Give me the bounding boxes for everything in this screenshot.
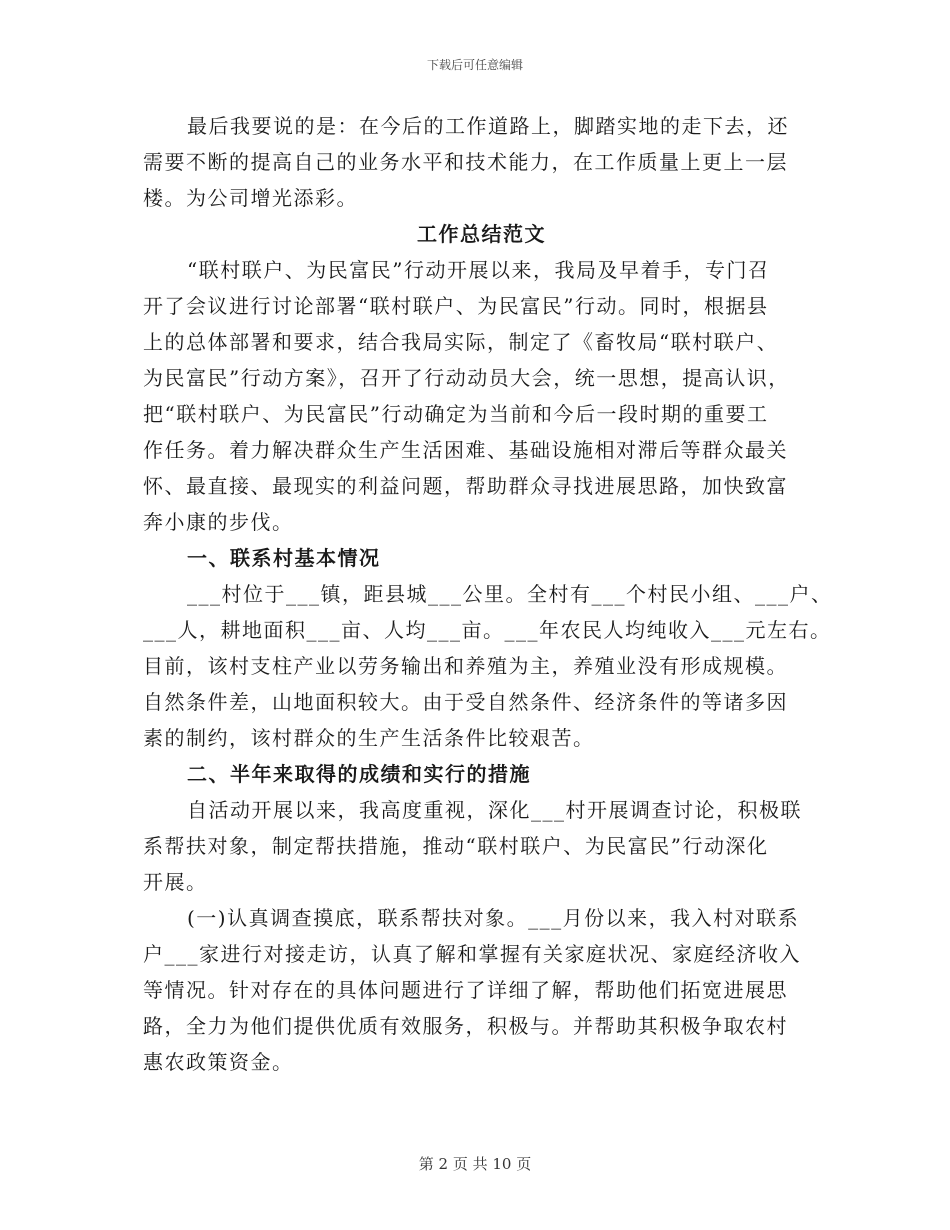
achievements-paragraph	[143, 792, 810, 900]
text-line: 需要不断的提高自己的业务水平和技术能力，在工作质量上更上一层	[143, 150, 788, 174]
document-title: 工作总结范文	[417, 222, 546, 246]
text-line: “联村联户、为民富民”行动开展以来，我局及早着手，专门召	[187, 258, 770, 282]
text-line: 把“联村联户、为民富民”行动确定为当前和今后一段时期的重要工	[143, 402, 769, 426]
text-line: 开了会议进行讨论部署“联村联户、为民富民”行动。同时，根据县	[143, 294, 769, 318]
page-header: 下载后可任意编辑	[426, 58, 523, 72]
text-line: 奔小康的步伐。	[143, 510, 294, 534]
text-line: 楼。为公司增光添彩。	[143, 186, 358, 210]
text-line: 自然条件差，山地面积较大。由于受自然条件、经济条件的等诸多因	[143, 690, 788, 714]
village-info-paragraph	[143, 576, 833, 756]
text-line: ___人，耕地面积___亩、人均___亩。___年农民人均纯收入___元左右。	[143, 618, 832, 642]
text-line: 作任务。着力解决群众生产生活困难、基础设施相对滞后等群众最关	[143, 438, 788, 462]
section-heading-village-info: 一、联系村基本情况	[187, 546, 381, 570]
text-line: 素的制约，该村群众的生产生活条件比较艰苦。	[143, 726, 595, 750]
text-line: 户___家进行对接走访，认真了解和掌握有关家庭状况、家庭经济收入	[143, 942, 801, 966]
text-line: 路，全力为他们提供优质有效服务，积极与。并帮助其积极争取农村	[143, 1014, 788, 1038]
text-line: 开展。	[143, 870, 208, 894]
text-line: 等情况。针对存在的具体问题进行了详细了解，帮助他们拓宽进展思	[143, 978, 788, 1002]
text-line: 惠农政策资金。	[143, 1050, 294, 1074]
text-line: 系帮扶对象，制定帮扶措施，推动“联村联户、为民富民”行动深化	[143, 834, 769, 858]
text-line: 目前，该村支柱产业以劳务输出和养殖为主，养殖业没有形成规模。	[143, 654, 788, 678]
text-line: ___村位于___镇，距县城___公里。全村有___个村民小组、___户、	[187, 582, 833, 606]
text-line: 自活动开展以来，我高度重视，深化___村开展调查讨论，积极联	[187, 798, 802, 822]
section-heading-achievements: 二、半年来取得的成绩和实行的措施	[187, 762, 531, 786]
text-line: (一)认真调查摸底，联系帮扶对象。___月份以来，我入村对联系	[187, 906, 800, 930]
page-number-footer: 第 2 页 共 10 页	[418, 1155, 532, 1173]
text-line: 怀、最直接、最现实的利益问题，帮助群众寻找进展思路，加快致富	[143, 474, 788, 498]
intro-paragraph	[143, 108, 810, 216]
text-line: 上的总体部署和要求，结合我局实际，制定了《畜牧局“联村联户、	[143, 330, 779, 354]
opening-paragraph	[143, 252, 810, 540]
document-body	[143, 108, 833, 1080]
text-line: 最后我要说的是：在今后的工作道路上，脚踏实地的走下去，还	[187, 114, 789, 138]
text-line: 为民富民”行动方案》，召开了行动动员大会，统一思想，提高认识，	[143, 366, 790, 390]
survey-paragraph	[143, 900, 810, 1080]
